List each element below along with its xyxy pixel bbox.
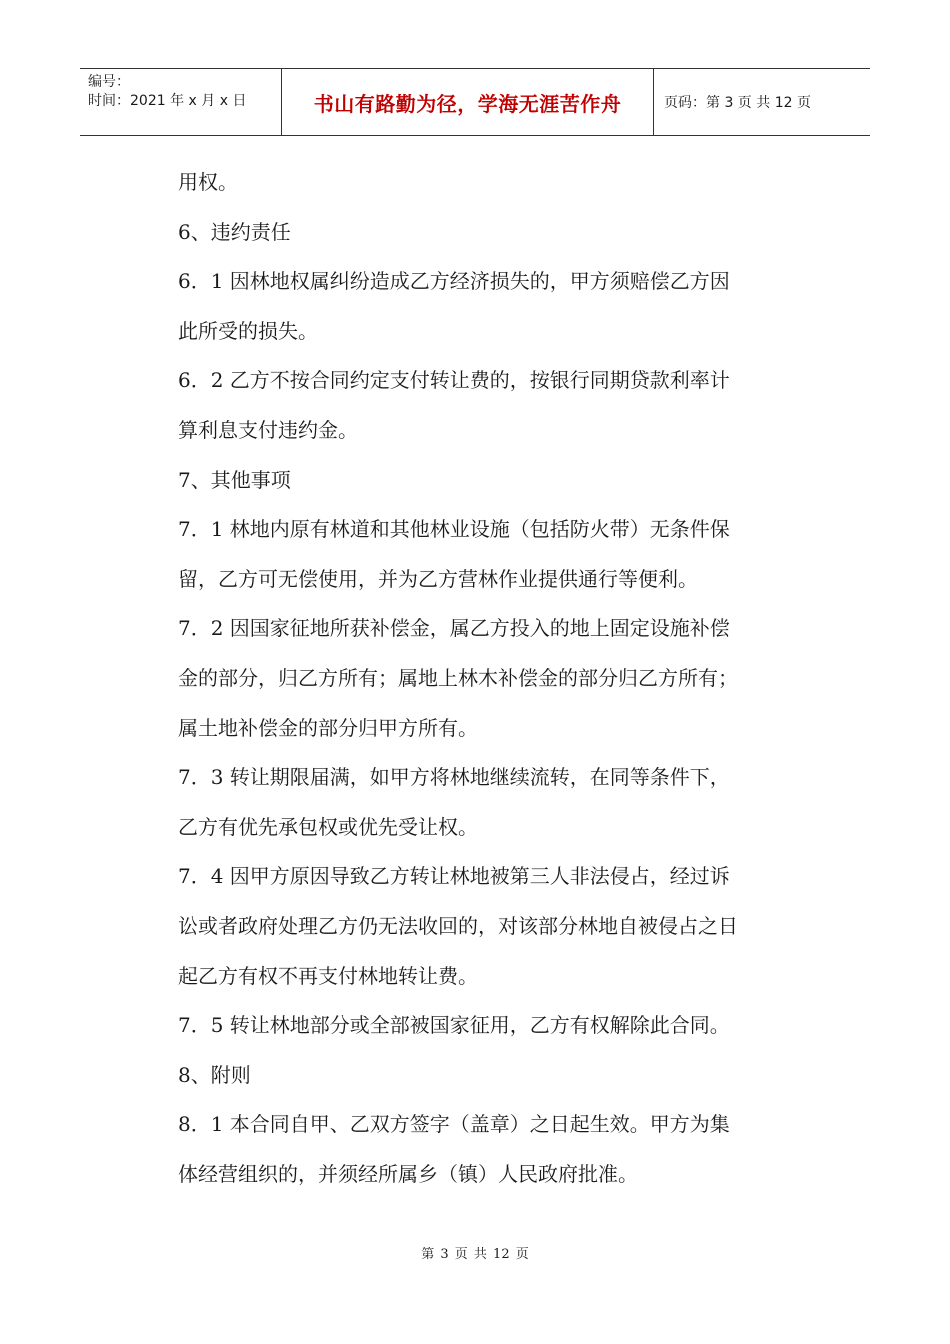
body-line: 7．1 林地内原有林道和其他林业设施（包括防火带）无条件保 (178, 517, 730, 542)
body-line: 此所受的损失。 (178, 318, 318, 343)
page-footer: 第 3 页 共 12 页 (421, 1247, 529, 1262)
body-line: 属土地补偿金的部分归甲方所有。 (178, 715, 478, 740)
section-heading: 8、附则 (178, 1062, 251, 1087)
body-line: 8．1 本合同自甲、乙双方签字（盖章）之日起生效。甲方为集 (178, 1112, 730, 1137)
body-line: 乙方有优先承包权或优先受让权。 (178, 814, 478, 839)
page-header (80, 68, 870, 136)
header-page-code: 页码：第 3 页 共 12 页 (664, 95, 811, 111)
header-motto: 书山有路勤为径，学海无涯苦作舟 (282, 69, 654, 135)
document-date-label: 时间：2021 年 x 月 x 日 (88, 93, 247, 109)
body-line: 体经营组织的，并须经所属乡（镇）人民政府批准。 (178, 1161, 638, 1186)
header-meta (80, 69, 282, 135)
body-line: 6．2 乙方不按合同约定支付转让费的，按银行同期贷款利率计 (178, 368, 730, 393)
body-line: 7．2 因国家征地所获补偿金，属乙方投入的地上固定设施补偿 (178, 616, 730, 641)
document-body (178, 158, 818, 1199)
section-heading: 6、违约责任 (178, 219, 291, 244)
body-line: 7．3 转让期限届满，如甲方将林地继续流转，在同等条件下， (178, 765, 730, 790)
body-line: 留，乙方可无偿使用，并为乙方营林作业提供通行等便利。 (178, 566, 698, 591)
body-line: 讼或者政府处理乙方仍无法收回的，对该部分林地自被侵占之日 (178, 913, 738, 938)
body-line: 金的部分，归乙方所有；属地上林木补偿金的部分归乙方所有； (178, 665, 738, 690)
body-line: 6．1 因林地权属纠纷造成乙方经济损失的，甲方须赔偿乙方因 (178, 269, 730, 294)
section-heading: 7、其他事项 (178, 467, 291, 492)
body-line: 7．4 因甲方原因导致乙方转让林地被第三人非法侵占，经过诉 (178, 864, 730, 889)
body-line: 起乙方有权不再支付林地转让费。 (178, 963, 478, 988)
body-line: 算利息支付违约金。 (178, 417, 358, 442)
body-line: 用权。 (178, 170, 238, 194)
body-line: 7．5 转让林地部分或全部被国家征用，乙方有权解除此合同。 (178, 1013, 730, 1038)
document-number-label: 编号： (88, 74, 130, 90)
